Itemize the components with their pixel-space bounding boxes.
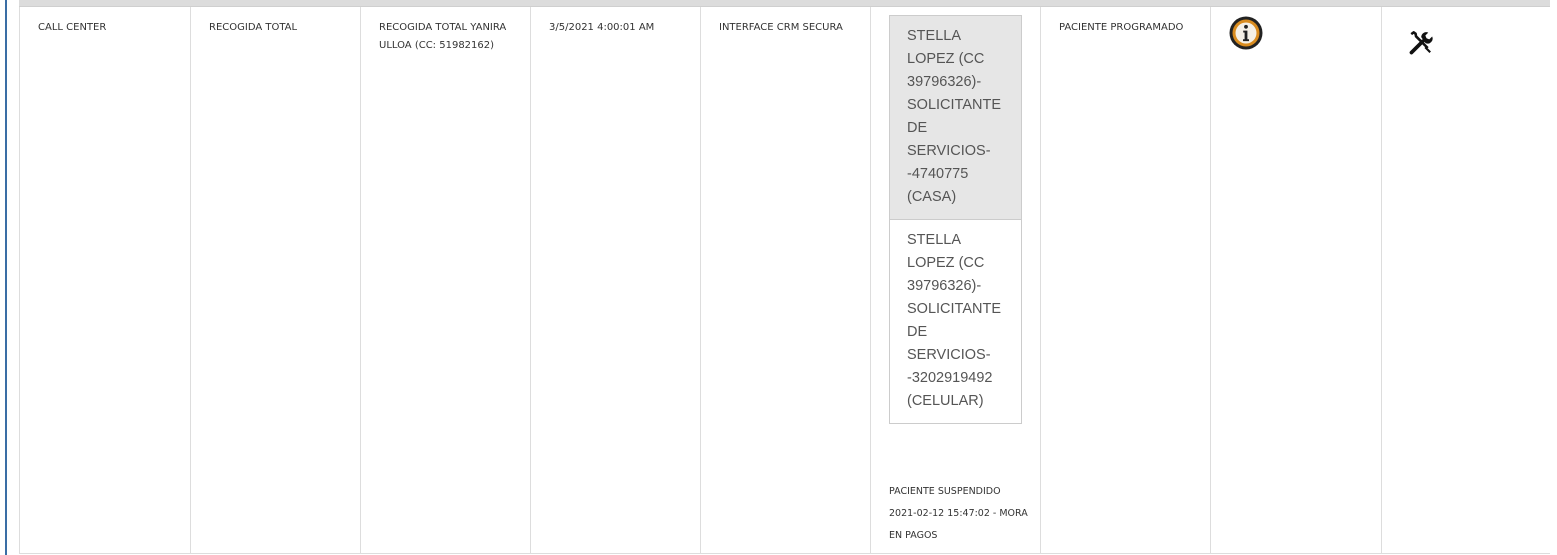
cell-status: PACIENTE PROGRAMADO — [1041, 7, 1211, 554]
info-icon[interactable] — [1228, 15, 1264, 51]
cell-description: RECOGIDA TOTAL YANIRA ULLOA (CC: 51982162) — [361, 7, 531, 554]
records-table — [19, 7, 1550, 554]
cell-info — [1211, 7, 1382, 554]
cell-type: RECOGIDA TOTAL — [191, 7, 361, 554]
suspension-note: PACIENTE SUSPENDIDO 2021-02-12 15:47:02 - MORA EN PAGOS — [889, 486, 1028, 541]
cell-source: INTERFACE CRM SECURA — [701, 7, 871, 554]
table-header-strip — [19, 0, 1550, 7]
cell-origin: CALL CENTER — [20, 7, 191, 554]
cell-datetime: 3/5/2021 4:00:01 AM — [531, 7, 701, 554]
cell-tools — [1382, 7, 1551, 554]
cell-contacts — [871, 7, 1041, 554]
contact-entry-home: STELLA LOPEZ (CC 39796326)-SOLICITANTE DE SERVICIOS--4740775 (CASA) — [889, 15, 1022, 220]
wrench-screwdriver-icon[interactable] — [1408, 30, 1434, 56]
contact-entry-mobile: STELLA LOPEZ (CC 39796326)-SOLICITANTE DE SERVICIOS--3202919492 (CELULAR) — [889, 220, 1022, 424]
